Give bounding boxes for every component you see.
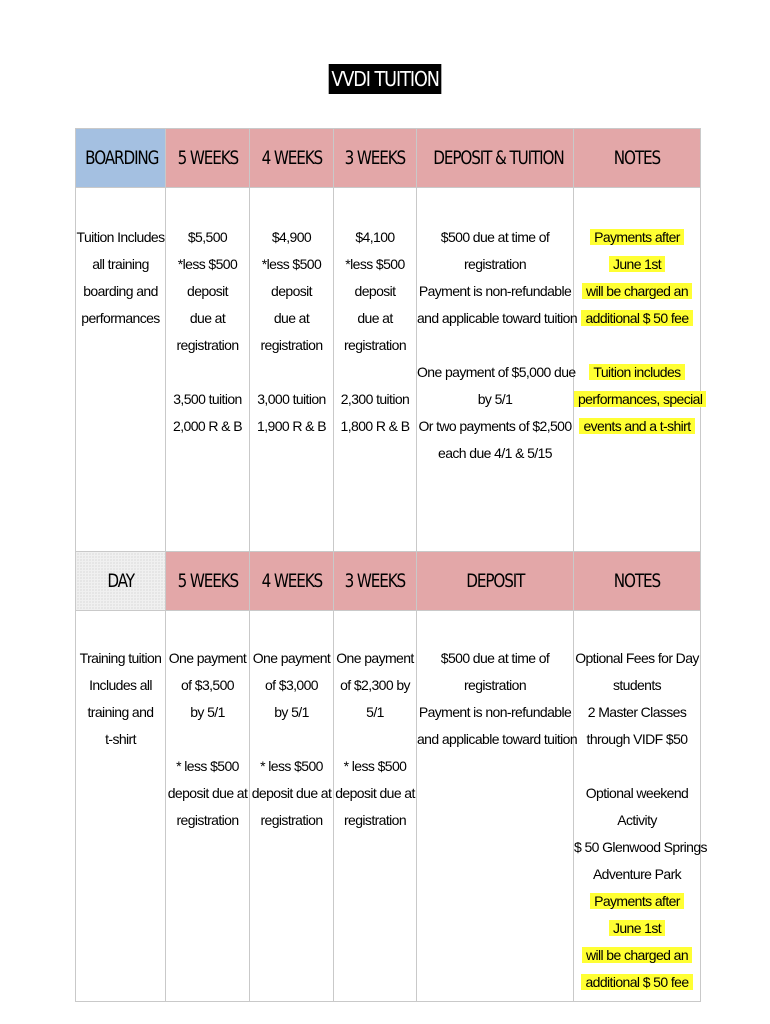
boarding-notes-cell: Payments after June 1st will be charged an additional $ 50 fee Tuition includes performances, special events and a t-shirt	[574, 188, 701, 552]
boarding-header-row	[76, 129, 701, 188]
boarding-4-weeks-cell: $4,900 *less $500 deposit due at registration 3,000 tuition 1,900 R & B	[250, 188, 334, 552]
day-row	[76, 611, 701, 1002]
boarding-deposit-cell: $500 due at time of registration Payment is non-refundable and applicable toward tuition One payment of $5,000 due by 5/1 Or two payments of $2,500 each due 4/1 & 5/15	[417, 188, 574, 552]
page-title: VVDI TUITION	[329, 64, 442, 94]
boarding-includes-cell: Tuition Includes all training boarding and performances	[76, 188, 166, 552]
day-header-row	[76, 552, 701, 611]
tuition-table	[75, 128, 707, 1002]
day-deposit-cell: $500 due at time of registration Payment is non-refundable and applicable toward tuition	[417, 611, 574, 1002]
day-4-weeks-cell: One payment of $3,000 by 5/1 * less $500 deposit due at registration	[250, 611, 334, 1002]
day-header-5-weeks: 5 WEEKS	[166, 552, 250, 611]
day-header-notes: NOTES	[574, 552, 701, 611]
boarding-5-weeks-cell: $5,500 *less $500 deposit due at registration 3,500 tuition 2,000 R & B	[166, 188, 250, 552]
boarding-3-weeks-cell: $4,100 *less $500 deposit due at registration 2,300 tuition 1,800 R & B	[334, 188, 417, 552]
day-3-weeks-cell: One payment of $2,300 by 5/1 * less $500 deposit due at registration	[334, 611, 417, 1002]
day-5-weeks-cell: One payment of $3,500 by 5/1 * less $500 deposit due at registration	[166, 611, 250, 1002]
day-notes-cell: Optional Fees for Day students 2 Master Classes through VIDF $50 Optional weekend Activity $ 50 Glenwood Springs Adventure Park Payments after June 1st will be charged an additional $ 50 fee	[574, 611, 701, 1002]
header-deposit-tuition: DEPOSIT & TUITION	[417, 129, 574, 188]
header-3-weeks: 3 WEEKS	[334, 129, 417, 188]
day-header: DAY	[76, 552, 166, 611]
boarding-header: BOARDING	[76, 129, 166, 188]
header-notes: NOTES	[574, 129, 701, 188]
day-header-deposit: DEPOSIT	[417, 552, 574, 611]
header-4-weeks: 4 WEEKS	[250, 129, 334, 188]
header-5-weeks: 5 WEEKS	[166, 129, 250, 188]
day-header-3-weeks: 3 WEEKS	[334, 552, 417, 611]
boarding-row	[76, 188, 701, 552]
day-header-4-weeks: 4 WEEKS	[250, 552, 334, 611]
day-includes-cell: Training tuition Includes all training and t-shirt	[76, 611, 166, 1002]
